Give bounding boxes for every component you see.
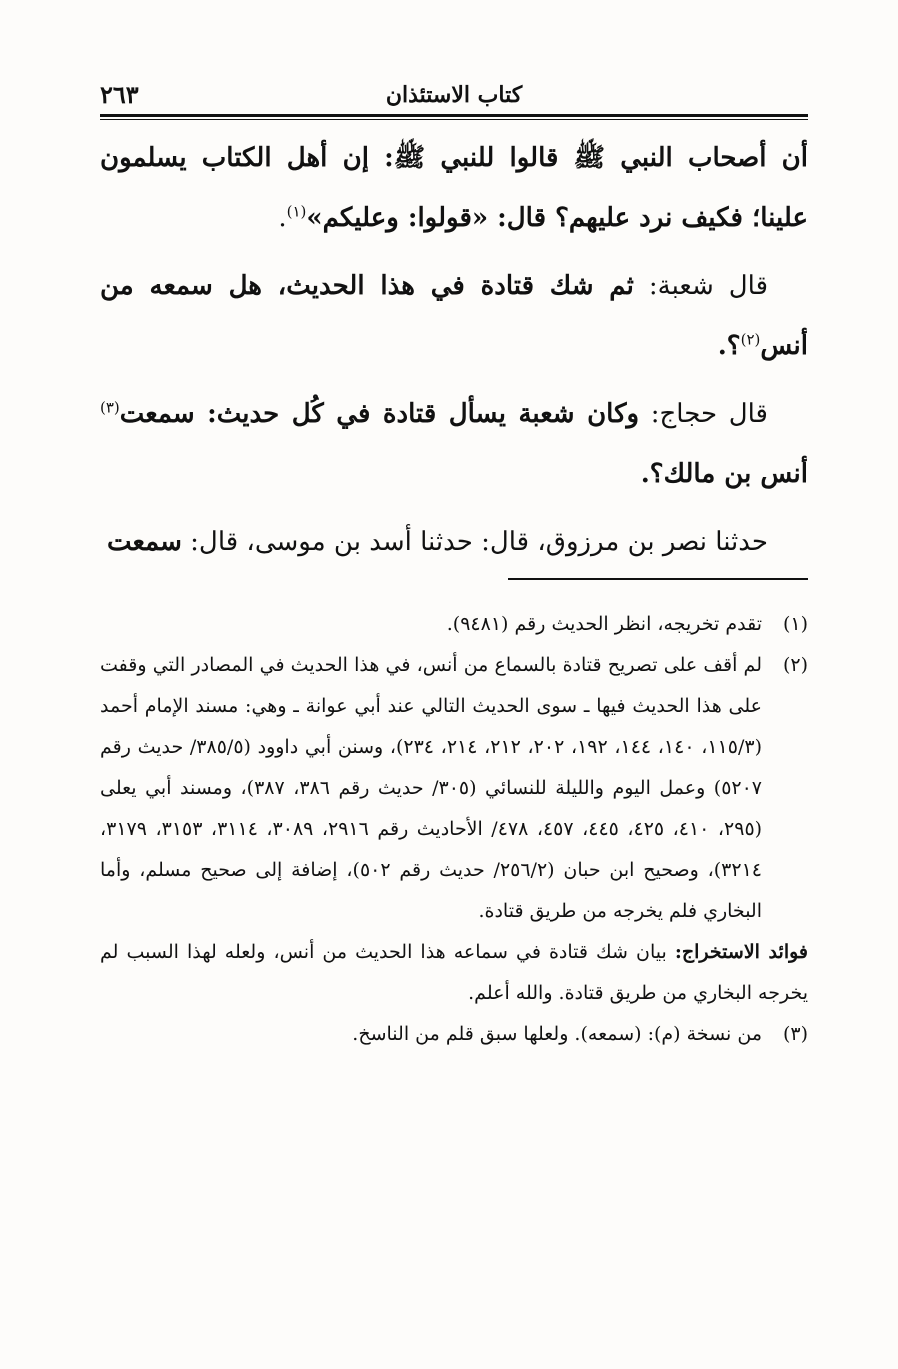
paragraph-4 (100, 512, 808, 572)
footnote-ref-1: (١) (286, 202, 307, 221)
footnote-1 (100, 604, 808, 645)
footnote-3 (100, 1014, 808, 1055)
footnote-1-number: (١) (782, 613, 808, 635)
footnote-1-text: تقدم تخريجه، انظر الحديث رقم (٩٤٨١). (446, 613, 762, 635)
hadith-text: أن أصحاب النبي ﷺ قالوا للنبي ﷺ: إن أهل الكتاب يسلمون علينا؛ فكيف نرد عليهم؟ قال: «قولوا: وعليكم» (100, 143, 808, 233)
fawaid-text: بيان شك قتادة في سماعه هذا الحديث من أنس، ولعله لهذا السبب لم يخرجه البخاري من طريق قتادة. والله أعلم. (100, 941, 808, 1004)
paragraph-3-bold-b: أنس بن مالك؟. (640, 459, 808, 489)
header-rule-thin (100, 119, 808, 120)
main-text (100, 128, 808, 580)
footnotes (100, 604, 808, 1055)
narrator-shuba: قال شعبة: (633, 271, 768, 301)
paragraph-2 (100, 256, 808, 376)
page-number: ٢٦٣ (100, 80, 139, 109)
running-title: كتاب الاستئذان (385, 82, 523, 108)
footnote-2-number: (٢) (782, 654, 808, 676)
paragraph-3-bold-a: وكان شعبة يسأل قتادة في كُل حديث: سمعت (119, 399, 640, 429)
footnote-3-text: من نسخة (م): (سمعه). ولعلها سبق قلم من الناسخ. (352, 1023, 762, 1045)
footnote-ref-2: (٢) (740, 330, 761, 349)
paragraph-2-bold: ثم شك قتادة في هذا الحديث، هل سمعه من أنس (100, 271, 808, 361)
paragraph-1-end: . (278, 203, 287, 233)
header-rule-thick (100, 114, 808, 117)
page-header (100, 80, 808, 110)
footnote-2 (100, 645, 808, 932)
fawaid-label: فوائد الاستخراج: (674, 941, 808, 963)
footnote-3-number: (٣) (782, 1023, 808, 1045)
isnad-chain: حدثنا نصر بن مرزوق، قال: حدثنا أسد بن موسى، قال: (181, 527, 768, 557)
narrator-hajjaj: قال حجاج: (639, 399, 768, 429)
fawaid-note (100, 932, 808, 1014)
paragraph-1 (100, 128, 808, 248)
footnote-separator (508, 578, 808, 580)
paragraph-3 (100, 384, 808, 504)
footnote-ref-3: (٣) (100, 398, 120, 417)
footnote-2-text: لم أقف على تصريح قتادة بالسماع من أنس، في هذا الحديث في المصادر التي وقفت على هذا الحديث فيها ـ سوى الحديث التالي عند أبي عوانة ـ وهي: مسند الإمام أحمد (١١٥/٣، ١٤٠، ١٤٤، ١٩٢، ٢٠٢، ٢١٢، ٢١٤، ٢٣٤)، وسنن أبي داوود (٣٨٥/٥/ حديث رقم ٥٢٠٧) وعمل اليوم والليلة للنسائي (٣٠٥/ حديث رقم ٣٨٦، ٣٨٧)، ومسند أبي يعلى (٢٩٥، ٤١٠، ٤٢٥، ٤٤٥، ٤٥٧، ٤٧٨/ الأحاديث رقم ٢٩١٦، ٣٠٨٩، ٣١١٤، ٣١٥٣، ٣١٧٩، ٣٢١٤)، وصحيح ابن حبان (٢٥٦/٢/ حديث رقم ٥٠٢)، إضافة إلى صحيح مسلم، وأما البخاري فلم يخرجه من طريق قتادة. (100, 654, 763, 922)
paragraph-4-bold: سمعت (107, 527, 182, 557)
paragraph-2-end: ؟. (717, 331, 741, 361)
